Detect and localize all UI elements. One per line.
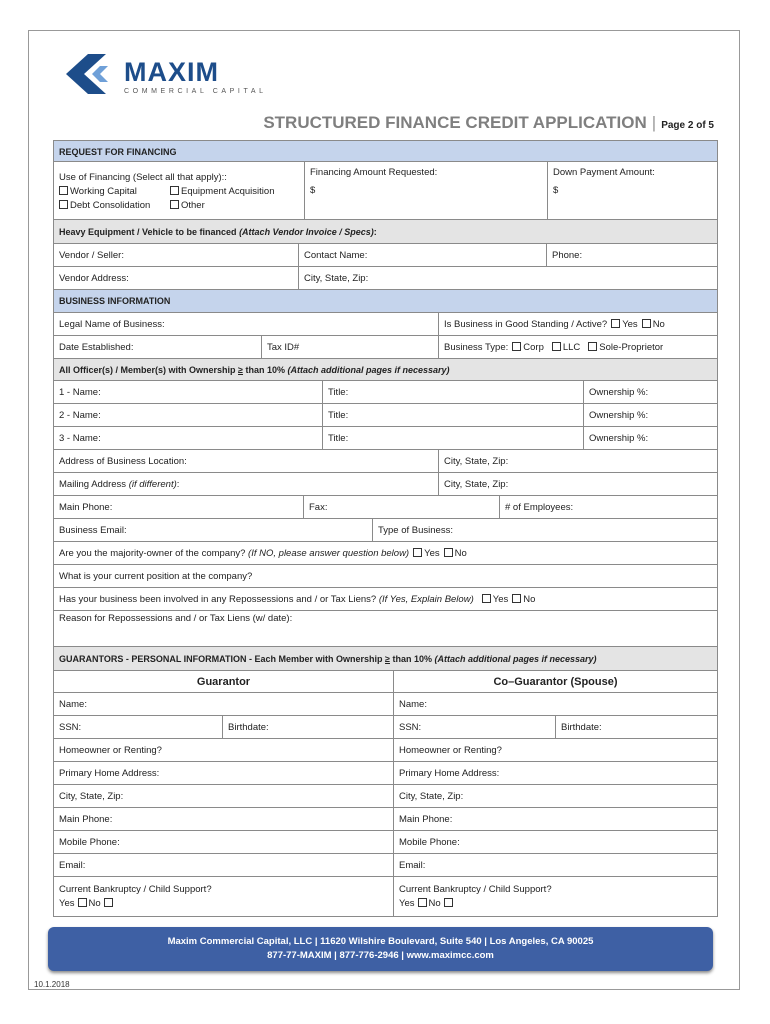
vendor-address-field[interactable]: Vendor Address: [59,273,129,284]
position-field[interactable]: What is your current position at the company? [59,571,253,582]
officer-ownership-field[interactable]: Ownership %: [583,404,717,426]
co-guarantor-homeowner-field[interactable]: Homeowner or Renting? [393,739,717,761]
type-of-business-field[interactable]: Type of Business: [372,519,717,541]
co-guarantor-email-field[interactable]: Email: [393,854,717,876]
checkbox-icon[interactable] [552,342,561,351]
officer-name-field[interactable]: 2 - Name: [59,410,101,421]
officer-row [53,404,718,427]
contact-field[interactable]: Contact Name: [298,244,546,266]
officer-ownership-field[interactable]: Ownership %: [583,427,717,449]
section-equipment-header [53,220,718,244]
mailing-address-row [53,473,718,496]
guarantor-email-row [53,854,718,877]
yes-label: Yes [622,319,638,330]
guarantor-mobile-row [53,831,718,854]
opt-debt-label: Debt Consolidation [70,200,151,211]
guarantors-heading-b: than 10% [389,654,435,664]
co-guarantor-mobile-field[interactable]: Mobile Phone: [393,831,717,853]
tax-id-field[interactable]: Tax ID# [261,336,438,358]
bankruptcy-question: Current Bankruptcy / Child Support? [399,884,552,895]
checkbox-icon[interactable] [104,898,113,907]
mailing-colon: : [176,479,180,490]
checkbox-icon[interactable] [512,594,521,603]
guarantors-heading [54,647,602,670]
officers-heading-note: (Attach additional pages if necessary) [287,365,450,375]
reason-row [53,611,718,647]
vendor-address-row [53,267,718,290]
checkbox-icon[interactable] [413,548,422,557]
amount-label: Financing Amount Requested: [310,167,438,178]
repossession-row [53,588,718,611]
guarantor-bankruptcy-row [53,877,718,917]
application-form [53,140,718,917]
mailing-address-field[interactable] [54,473,438,495]
checkbox-icon[interactable] [170,186,179,195]
checkbox-icon[interactable] [59,186,68,195]
checkbox-icon[interactable] [444,548,453,557]
good-standing-field [438,313,717,335]
vendor-field[interactable]: Vendor / Seller: [59,250,124,261]
amount-field[interactable] [304,162,547,219]
guarantors-heading-a: GUARANTORS - PERSONAL INFORMATION - Each Member with Ownership [59,654,386,664]
officer-title-field[interactable]: Title: [322,381,583,403]
business-address-field[interactable]: Address of Business Location: [59,456,187,467]
mailing-city-field[interactable]: City, State, Zip: [438,473,717,495]
officer-title-field[interactable]: Title: [322,404,583,426]
co-guarantor-name-field[interactable]: Name: [393,693,717,715]
equipment-heading-a: Heavy Equipment / Vehicle to be financed [59,227,240,237]
amount-symbol: $ [310,185,316,196]
employees-field[interactable]: # of Employees: [499,496,717,518]
mailing-note: (if different) [128,479,177,490]
page-number: Page 2 of 5 [661,120,714,131]
opt-working-label: Working Capital [70,186,137,197]
business-type-label: Business Type: [444,342,509,353]
guarantor-address-row [53,762,718,785]
equipment-heading [54,220,382,243]
officer-ownership-field[interactable]: Ownership %: [583,381,717,403]
no-label: No [652,319,665,330]
yes-label: Yes [492,594,509,605]
officer-row [53,427,718,450]
opt-other-label: Other [181,200,205,211]
majority-owner-question [54,542,717,564]
officer-name-field[interactable]: 1 - Name: [59,387,101,398]
corp-label: Corp [523,342,544,353]
opt-equipment[interactable] [166,186,274,197]
equipment-heading-note: (Attach Vendor Invoice / Specs) [239,227,374,237]
footer-address: Maxim Commercial Capital, LLC | 11620 Wilshire Boulevard, Suite 540 | Los Angeles, CA 90025 [167,936,594,947]
majority-owner-row [53,542,718,565]
guarantor-mobile-field[interactable]: Mobile Phone: [59,837,120,848]
phone-row [53,496,718,519]
majority-question: Are you the majority-owner of the company? [59,548,249,559]
officer-name-field[interactable]: 3 - Name: [59,433,101,444]
bankruptcy-question: Current Bankruptcy / Child Support? [59,884,212,895]
reason-field[interactable]: Reason for Repossessions and / or Tax Liens (w/ date): [59,613,293,624]
yes-label: Yes [59,898,75,909]
checkbox-icon[interactable] [59,200,68,209]
no-label: No [523,594,536,605]
yes-label: Yes [399,898,415,909]
guarantor-bankruptcy-field [54,877,393,916]
opt-equipment-label: Equipment Acquisition [181,186,275,197]
section-title: BUSINESS INFORMATION [59,296,171,306]
down-payment-field[interactable] [547,162,717,219]
co-guarantor-ssn-field[interactable]: SSN: [393,716,555,738]
down-symbol: $ [553,185,559,196]
legal-name-row [53,313,718,336]
guarantor-name-row [53,693,718,716]
officers-heading-b: than 10% [242,365,288,375]
llc-label: LLC [562,342,581,353]
legal-name-field[interactable]: Legal Name of Business: [59,319,165,330]
opt-debt[interactable] [55,200,150,211]
checkbox-icon[interactable] [588,342,597,351]
co-guarantor-bankruptcy-field [393,877,717,916]
equipment-heading-colon: : [373,227,377,237]
business-city-field[interactable]: City, State, Zip: [438,450,717,472]
good-standing-label: Is Business in Good Standing / Active? [444,319,608,330]
business-type-field [438,336,717,358]
guarantor-ssn-field[interactable]: SSN: [59,722,82,733]
officer-title-field[interactable]: Title: [322,427,583,449]
checkbox-icon[interactable] [611,319,620,328]
repo-question: Has your business been involved in any Repossessions and / or Tax Liens? [59,594,379,605]
guarantor-name-field[interactable]: Name: [59,699,87,710]
guarantor-title-row [53,671,718,693]
checkbox-icon[interactable] [78,898,87,907]
main-phone-field[interactable]: Main Phone: [59,502,113,513]
no-label: No [454,548,467,559]
guarantor-homeowner-field[interactable]: Homeowner or Renting? [59,745,162,756]
guarantor-address-field[interactable]: Primary Home Address: [59,768,160,779]
logo-subtitle: COMMERCIAL CAPITAL [124,88,267,95]
email-row [53,519,718,542]
logo-name: MAXIM [124,57,219,87]
guarantor-email-field[interactable]: Email: [59,860,86,871]
majority-note: (If NO, please answer question below) [248,548,410,559]
footer-banner [48,927,713,971]
use-label: Use of Financing (Select all that apply):: [59,172,227,183]
vendor-phone-field[interactable]: Phone: [546,244,717,266]
repo-note: (If Yes, Explain Below) [378,594,474,605]
down-label: Down Payment Amount: [553,167,655,178]
vendor-row [53,244,718,267]
vendor-city-field[interactable]: City, State, Zip: [298,267,717,289]
co-guarantor-address-field[interactable]: Primary Home Address: [393,762,717,784]
business-email-field[interactable]: Business Email: [59,525,127,536]
guarantor-main-phone-row [53,808,718,831]
guarantor-ssn-row [53,716,718,739]
co-guarantor-city-field[interactable]: City, State, Zip: [393,785,717,807]
checkbox-icon[interactable] [642,319,651,328]
officers-ge: ≥ [238,365,243,375]
guarantor-city-row [53,785,718,808]
sole-label: Sole-Proprietor [599,342,664,353]
title-separator: | [651,113,657,132]
section-officers-header [53,359,718,381]
repossession-question [54,588,717,610]
co-guarantor-title: Co–Guarantor (Spouse) [393,671,717,692]
use-of-financing [54,162,304,219]
guarantors-ge: ≥ [385,654,390,664]
officers-heading-a: All Officer(s) / Member(s) with Ownership [59,365,239,375]
document-header [263,113,714,133]
checkbox-icon[interactable] [482,594,491,603]
business-address-row [53,450,718,473]
opt-other[interactable] [166,200,205,211]
footer-contact: 877-77-MAXIM | 877-776-2946 | www.maximcc.com [267,950,494,961]
document-title: STRUCTURED FINANCE CREDIT APPLICATION [263,113,647,132]
fax-field[interactable]: Fax: [303,496,499,518]
guarantor-homeowner-row [53,739,718,762]
no-label: No [88,898,101,909]
co-guarantor-main-phone-field[interactable]: Main Phone: [393,808,717,830]
checkbox-icon[interactable] [444,898,453,907]
section-title: REQUEST FOR FINANCING [59,147,177,157]
yes-label: Yes [424,548,440,559]
section-guarantors-header [53,647,718,671]
date-established-row [53,336,718,359]
position-row [53,565,718,588]
section-business-header [53,290,718,313]
guarantor-city-field[interactable]: City, State, Zip: [59,791,124,802]
version-date: 10.1.2018 [34,980,70,989]
guarantors-heading-note: (Attach additional pages if necessary) [434,654,597,664]
mailing-label: Mailing Address [59,479,129,490]
section-financing-header [53,140,718,162]
co-guarantor-birthdate-field[interactable]: Birthdate: [555,716,717,738]
guarantor-main-phone-field[interactable]: Main Phone: [59,814,113,825]
officer-row [53,381,718,404]
no-label: No [428,898,441,909]
checkbox-icon[interactable] [170,200,179,209]
date-established-field[interactable]: Date Established: [59,342,134,353]
officers-heading [54,359,455,380]
guarantor-birthdate-field[interactable]: Birthdate: [222,716,393,738]
opt-working[interactable] [55,186,137,197]
checkbox-icon[interactable] [512,342,521,351]
checkbox-icon[interactable] [418,898,427,907]
guarantor-title: Guarantor [196,676,251,688]
financing-row [53,162,718,220]
